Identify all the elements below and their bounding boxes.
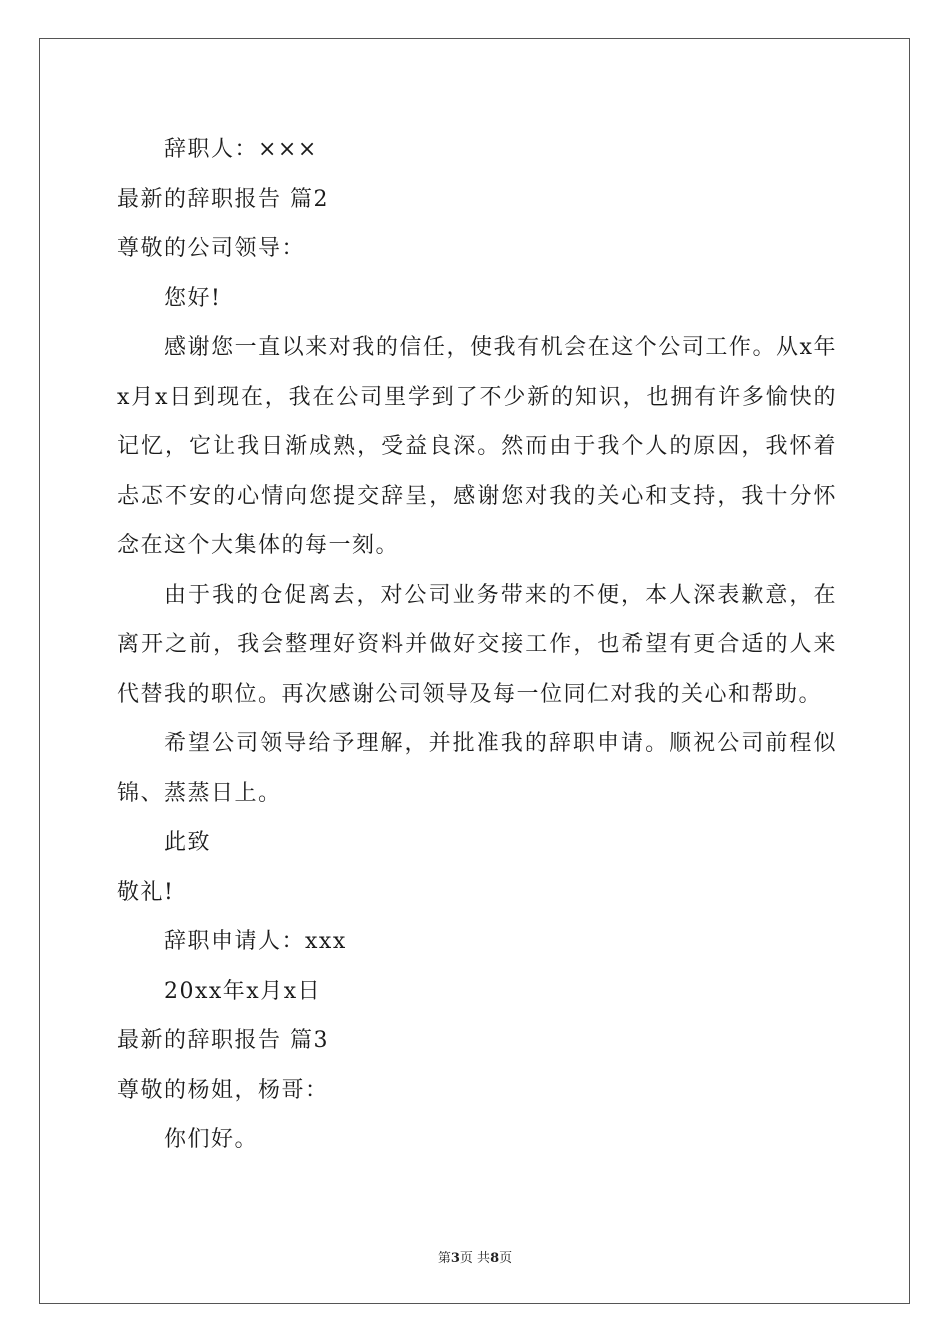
section-heading: 最新的辞职报告 篇3: [117, 1028, 329, 1053]
body-paragraph: 希望公司领导给予理解，并批准我的辞职申请。顺祝公司前程似锦、蒸蒸日上。: [117, 731, 837, 806]
date-line: 20xx年x月x日: [164, 978, 322, 1004]
total-page-number: 8: [490, 1251, 500, 1266]
closing-line: 此致: [164, 830, 212, 855]
footer-mid: 页 共: [459, 1251, 491, 1266]
document-body: [117, 125, 837, 1165]
footer-suffix: 页: [499, 1251, 513, 1266]
footer-prefix: 第: [437, 1251, 451, 1266]
section-heading: 最新的辞职报告 篇2: [117, 186, 329, 212]
page-footer: [0, 1247, 950, 1266]
signer-line: 辞职申请人：xxx: [164, 929, 347, 954]
current-page-number: 3: [450, 1251, 460, 1266]
salutation: 尊敬的杨姐，杨哥：: [117, 1077, 329, 1103]
body-paragraph: 感谢您一直以来对我的信任，使我有机会在这个公司工作。从x年x月x日到现在，我在公司里学到了不少新的知识，也拥有许多愉快的记忆，它让我日渐成熟，受益良深。然而由于我个人的原因，我怀着忐忑不安的心情向您提交辞呈，感谢您对我的关心和支持，我十分怀念在这个大集体的每一刻。: [117, 335, 837, 558]
greeting: 你们好。: [164, 1127, 259, 1152]
signer-line: 辞职人：×××: [164, 137, 318, 162]
body-paragraph: 由于我的仓促离去，对公司业务带来的不便，本人深表歉意，在离开之前，我会整理好资料并做好交接工作，也希望有更合适的人来代替我的职位。再次感谢公司领导及每一位同仁对我的关心和帮助。: [117, 582, 837, 707]
greeting: 您好!: [164, 285, 222, 311]
closing-regards: 敬礼!: [117, 879, 175, 905]
salutation: 尊敬的公司领导：: [117, 236, 306, 261]
